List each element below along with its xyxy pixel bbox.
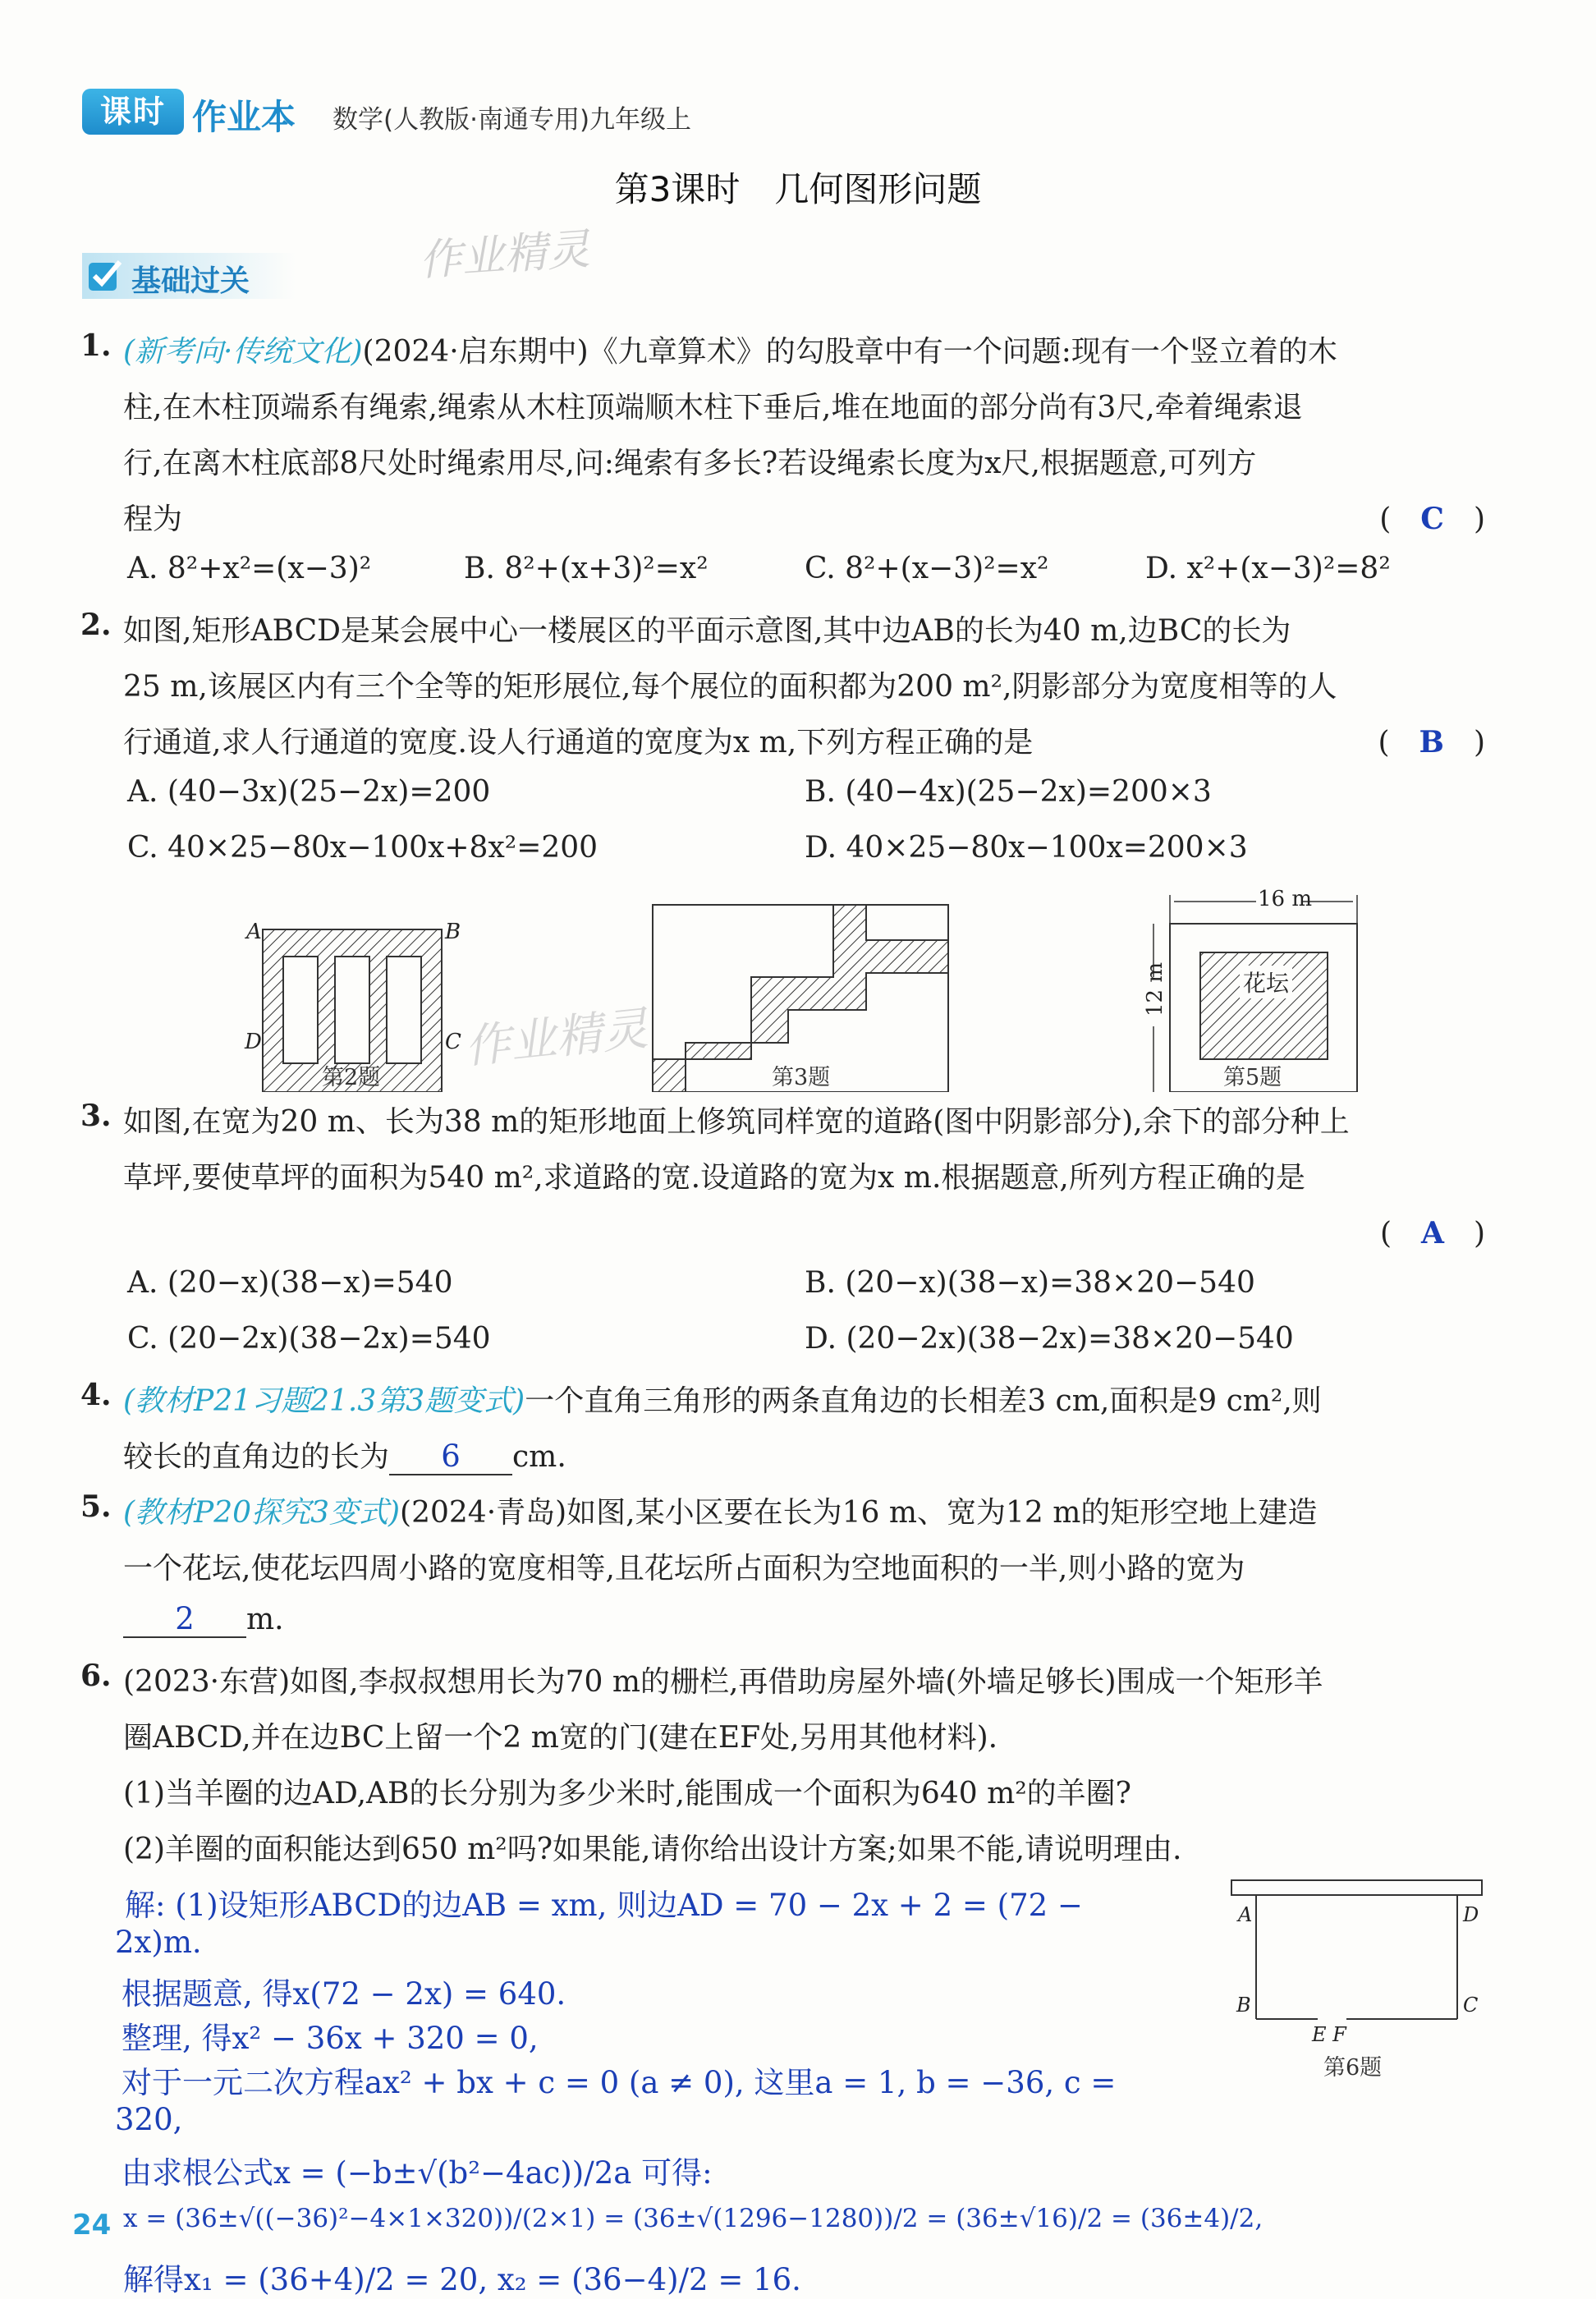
q2-line-2: 25 m,该展区内有三个全等的矩形展位,每个展位的面积都为200 m²,阴影部分为宽度相等的人 xyxy=(123,670,1337,704)
solution-line-6: 320, xyxy=(115,2102,183,2137)
fig2-label-b: B xyxy=(445,920,461,944)
checkbox-icon xyxy=(87,258,123,294)
solution-line-7: 由求根公式x = (−b±√(b²−4ac))/2a 可得: xyxy=(122,2155,713,2191)
fig2-label-c: C xyxy=(445,1030,461,1054)
q4-unit: cm. xyxy=(512,1440,566,1474)
q1-line-3: 行,在离木柱底部8尺处时绳索用尽,问:绳索有多长?若设绳索长度为x尺,根据题意,可列方 xyxy=(123,447,1257,480)
q2-option-c: C. 40×25−80x−100x+8x²=200 xyxy=(127,831,598,865)
q3-line-2: 草坪,要使草坪的面积为540 m²,求道路的宽.设道路的宽为x m.根据题意,所列方程正确的是 xyxy=(123,1161,1305,1195)
solution-line-3: 根据题意, 得x(72 − 2x) = 640. xyxy=(122,1976,566,2012)
q1-number: 1. xyxy=(80,328,112,363)
solution-line-9: 解得x₁ = (36+4)/2 = 20, x₂ = (36−4)/2 = 16. xyxy=(123,2262,801,2297)
q4-line-1 xyxy=(123,1378,1481,1420)
q2-answer: ( B ) xyxy=(1378,725,1485,759)
q1-tag: (新考向·传统文化) xyxy=(123,335,363,369)
q2-option-b: B. (40−4x)(25−2x)=200×3 xyxy=(805,775,1212,809)
q5-unit: m. xyxy=(246,1603,284,1636)
q3-option-a: A. (20−x)(38−x)=540 xyxy=(127,1266,453,1300)
q5-line-3 xyxy=(123,1601,1481,1638)
q2-line-1: 如图,矩形ABCD是某会展中心一楼展区的平面示意图,其中边AB的长为40 m,边BC的长为 xyxy=(123,614,1291,648)
q4-text-2: 较长的直角边的长为 xyxy=(123,1440,390,1474)
q2-option-a: A. (40−3x)(25−2x)=200 xyxy=(127,775,491,809)
q3-answer: ( A ) xyxy=(1379,1216,1485,1250)
q4-line-2 xyxy=(123,1434,1481,1475)
q3-line-1: 如图,在宽为20 m、长为38 m的矩形地面上修筑同样宽的道路(图中阴影部分),余下的部分种上 xyxy=(123,1105,1350,1139)
fig3-caption: 第3题 xyxy=(772,1065,831,1090)
fig5-width-label: 16 m xyxy=(1258,887,1313,911)
lesson-title: 第3课时 几何图形问题 xyxy=(614,169,982,209)
fig5-center-label: 花坛 xyxy=(1240,966,1292,998)
fig2-caption: 第2题 xyxy=(322,1065,381,1090)
fig6-label-b: B xyxy=(1236,1994,1251,2017)
subject: 数学(人教版·南通专用)九年级上 xyxy=(332,105,692,135)
solution-line-5: 对于一元二次方程ax² + bx + c = 0 (a ≠ 0), 这里a = 1, b = −36, c = xyxy=(122,2065,1117,2100)
solution-line-1: 解: (1)设矩形ABCD的边AB = xm, 则边AD = 70 − 2x + 2 = (72 − xyxy=(125,1888,1083,1923)
brand: 作业本 xyxy=(192,97,296,137)
watermark: 作业精灵 xyxy=(417,224,592,287)
q3-answer-value: A xyxy=(1421,1216,1444,1250)
fig5-height-label: 12 m xyxy=(1143,961,1168,1017)
q4-answer-blank: 6 xyxy=(389,1439,512,1475)
q1-answer-value: C xyxy=(1420,502,1444,536)
solution-line-8: x = (36±√((−36)²−4×1×320))/(2×1) = (36±√(1296−1280))/2 = (36±√16)/2 = (36±4)/2, xyxy=(123,2204,1264,2233)
fig6-label-c: C xyxy=(1463,1994,1479,2017)
fig2-label-d: D xyxy=(245,1030,262,1054)
q1-option-c: C. 8²+(x−3)²=x² xyxy=(805,552,1049,585)
solution-line-2: 2x)m. xyxy=(115,1925,202,1960)
solution-line-4: 整理, 得x² − 36x + 320 = 0, xyxy=(122,2021,539,2056)
q6-line-1: (2023·东营)如图,李叔叔想用长为70 m的栅栏,再借助房屋外墙(外墙足够长)围成一个矩形羊 xyxy=(123,1665,1323,1699)
fig6-caption: 第6题 xyxy=(1323,2055,1383,2081)
q1-line-2: 柱,在木柱顶端系有绳索,绳索从木柱顶端顺木柱下垂后,堆在地面的部分尚有3尺,牵着绳索退 xyxy=(123,391,1303,424)
q1-line-4: 程为 xyxy=(123,502,183,536)
q1-option-a: A. 8²+x²=(x−3)² xyxy=(127,552,372,585)
section-title: 基础过关 xyxy=(131,264,250,298)
q6-number: 6. xyxy=(80,1659,112,1693)
logo: 课时 xyxy=(82,89,184,135)
q1-option-b: B. 8²+(x+3)²=x² xyxy=(464,552,709,585)
q6-line-2: 圈ABCD,并在边BC上留一个2 m宽的门(建在EF处,另用其他材料). xyxy=(123,1721,998,1755)
q5-answer-blank: 2 xyxy=(123,1601,246,1638)
figure-6 xyxy=(1223,1875,1494,2064)
fig6-label-d: D xyxy=(1463,1903,1479,1926)
q3-option-d: D. (20−2x)(38−2x)=38×20−540 xyxy=(805,1322,1294,1356)
q3-option-b: B. (20−x)(38−x)=38×20−540 xyxy=(805,1266,1255,1300)
q2-answer-value: B xyxy=(1419,725,1444,759)
watermark-2: 作业精灵 xyxy=(461,1002,651,1075)
q3-option-c: C. (20−2x)(38−2x)=540 xyxy=(127,1322,491,1356)
q1-answer: ( C ) xyxy=(1379,502,1485,536)
q5-text-1: (2024·青岛)如图,某小区要在长为16 m、宽为12 m的矩形空地上建造 xyxy=(400,1496,1318,1530)
q4-number: 4. xyxy=(80,1378,112,1412)
q6-line-4: (2)羊圈的面积能达到650 m²吗?如果能,请你给出设计方案;如果不能,请说明理由. xyxy=(123,1833,1182,1866)
fig6-label-a: A xyxy=(1238,1903,1253,1926)
fig2-label-a: A xyxy=(246,920,262,944)
q2-option-d: D. 40×25−80x−100x=200×3 xyxy=(805,831,1248,865)
q6-line-3: (1)当羊圈的边AD,AB的长分别为多少米时,能围成一个面积为640 m²的羊圈? xyxy=(123,1777,1131,1810)
q4-text-1: 一个直角三角形的两条直角边的长相差3 cm,面积是9 cm²,则 xyxy=(525,1384,1322,1418)
q5-line-1 xyxy=(123,1489,1481,1531)
header xyxy=(82,89,821,138)
q1-text-1: (2024·启东期中)《九章算术》的勾股章中有一个问题:现有一个竖立着的木 xyxy=(362,335,1337,369)
q5-tag: (教材P20探究3变式) xyxy=(123,1496,401,1530)
q3-number: 3. xyxy=(80,1099,112,1133)
q4-tag: (教材P21习题21.3第3题变式) xyxy=(123,1384,525,1418)
q5-line-2: 一个花坛,使花坛四周小路的宽度相等,且花坛所占面积为空地面积的一半,则小路的宽为 xyxy=(123,1552,1245,1585)
fig5-caption: 第5题 xyxy=(1223,1065,1282,1090)
page-number: 24 xyxy=(72,2209,112,2242)
q2-number: 2. xyxy=(80,608,112,642)
q1-option-d: D. x²+(x−3)²=8² xyxy=(1145,552,1391,585)
q5-number: 5. xyxy=(80,1489,112,1524)
q2-line-3: 行通道,求人行通道的宽度.设人行通道的宽度为x m,下列方程正确的是 xyxy=(123,726,1034,759)
section-header xyxy=(82,253,296,299)
q1-line-1 xyxy=(123,328,1481,370)
fig6-label-ef: E F xyxy=(1312,2023,1346,2046)
